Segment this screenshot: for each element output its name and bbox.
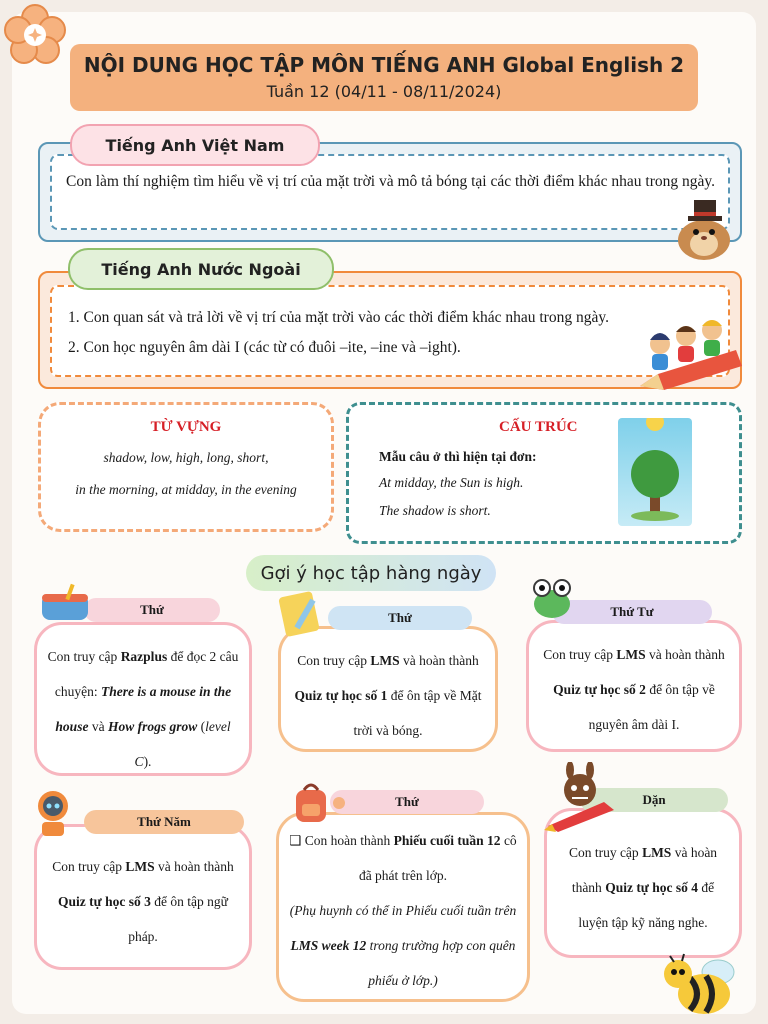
vietnam-section-label: Tiếng Anh Việt Nam — [70, 124, 320, 166]
hamster-icon — [672, 196, 736, 262]
tree-sun-illustration — [618, 418, 692, 526]
flower-icon — [0, 0, 70, 70]
list-item: 2. Con học nguyên âm dài I (các từ có đuôi –ite, –ine và –ight). — [68, 339, 461, 356]
bee-icon — [660, 948, 738, 1018]
robot-icon — [30, 788, 76, 840]
vocabulary-heading: TỪ VỰNG — [150, 419, 222, 435]
day-tag: Dặn — [580, 788, 728, 812]
page-title: NỘI DUNG HỌC TẬP MÔN TIẾNG ANH Global English 2 — [83, 53, 685, 77]
monster-rocket-icon — [544, 762, 620, 834]
tree-icon — [618, 418, 692, 526]
day-tag: Thứ — [328, 606, 472, 630]
day-card-6: Con truy cập LMS và hoàn thành Quiz tự học số 4 để luyện tập kỹ năng nghe. — [544, 808, 742, 958]
kids-on-pencil-icon — [636, 316, 746, 392]
vietnam-section-text: Con làm thí nghiệm tìm hiểu về vị trí của mặt trời và mô tả bóng tại các thời điểm khác nhau trong ngày. — [66, 173, 716, 190]
checkbox-icon: ❑ — [289, 833, 302, 848]
day-card-1: Con truy cập Razplus để đọc 2 câu chuyện: There is a mouse in the house và How frogs grow (level C). — [34, 622, 252, 776]
sun-icon — [330, 794, 348, 812]
day-card-4: Con truy cập LMS và hoàn thành Quiz tự học số 3 để ôn tập ngữ pháp. — [34, 824, 252, 970]
foreign-section-list — [68, 306, 708, 366]
day-tag: Thứ Tư — [552, 600, 712, 624]
day-tag: Thứ Năm — [84, 810, 244, 834]
week-label: Tuần 12 (04/11 - 08/11/2024) — [266, 82, 502, 101]
foreign-section-label: Tiếng Anh Nước Ngoài — [68, 248, 334, 290]
frog-icon — [528, 574, 576, 622]
notebook-icon — [276, 588, 326, 638]
day-card-5: ❑ Con hoàn thành Phiếu cuối tuần 12 cô đã phát trên lớp. (Phụ huynh có thể in Phiếu cuối tuần trên LMS week 12 trong trường hợp con quên phiếu ở lớp.) — [276, 812, 530, 1002]
day-card-3: Con truy cập LMS và hoàn thành Quiz tự học số 2 để ôn tập về nguyên âm dài I. — [526, 620, 742, 752]
list-item: 1. Con quan sát và trả lời về vị trí của mặt trời vào các thời điểm khác nhau trong ngày. — [68, 309, 609, 326]
pencil-case-icon — [38, 582, 92, 624]
backpack-icon — [288, 780, 334, 826]
structure-example: At midday, the Sun is high. — [379, 475, 524, 490]
day-tag: Thứ — [330, 790, 484, 814]
vocabulary-line: in the morning, at midday, in the evening — [75, 482, 297, 497]
day-tag: Thứ — [84, 598, 220, 622]
structure-heading: CẤU TRÚC — [499, 419, 578, 435]
structure-example: The shadow is short. — [379, 503, 491, 518]
vocabulary-box — [38, 402, 334, 532]
daily-suggestion-title: Gợi ý học tập hàng ngày — [246, 555, 496, 591]
header-banner — [70, 44, 698, 111]
structure-intro: Mẫu câu ở thì hiện tại đơn: — [379, 449, 537, 464]
vocabulary-line: shadow, low, high, long, short, — [103, 450, 269, 465]
day-card-2: Con truy cập LMS và hoàn thành Quiz tự học số 1 để ôn tập về Mặt trời và bóng. — [278, 626, 498, 752]
